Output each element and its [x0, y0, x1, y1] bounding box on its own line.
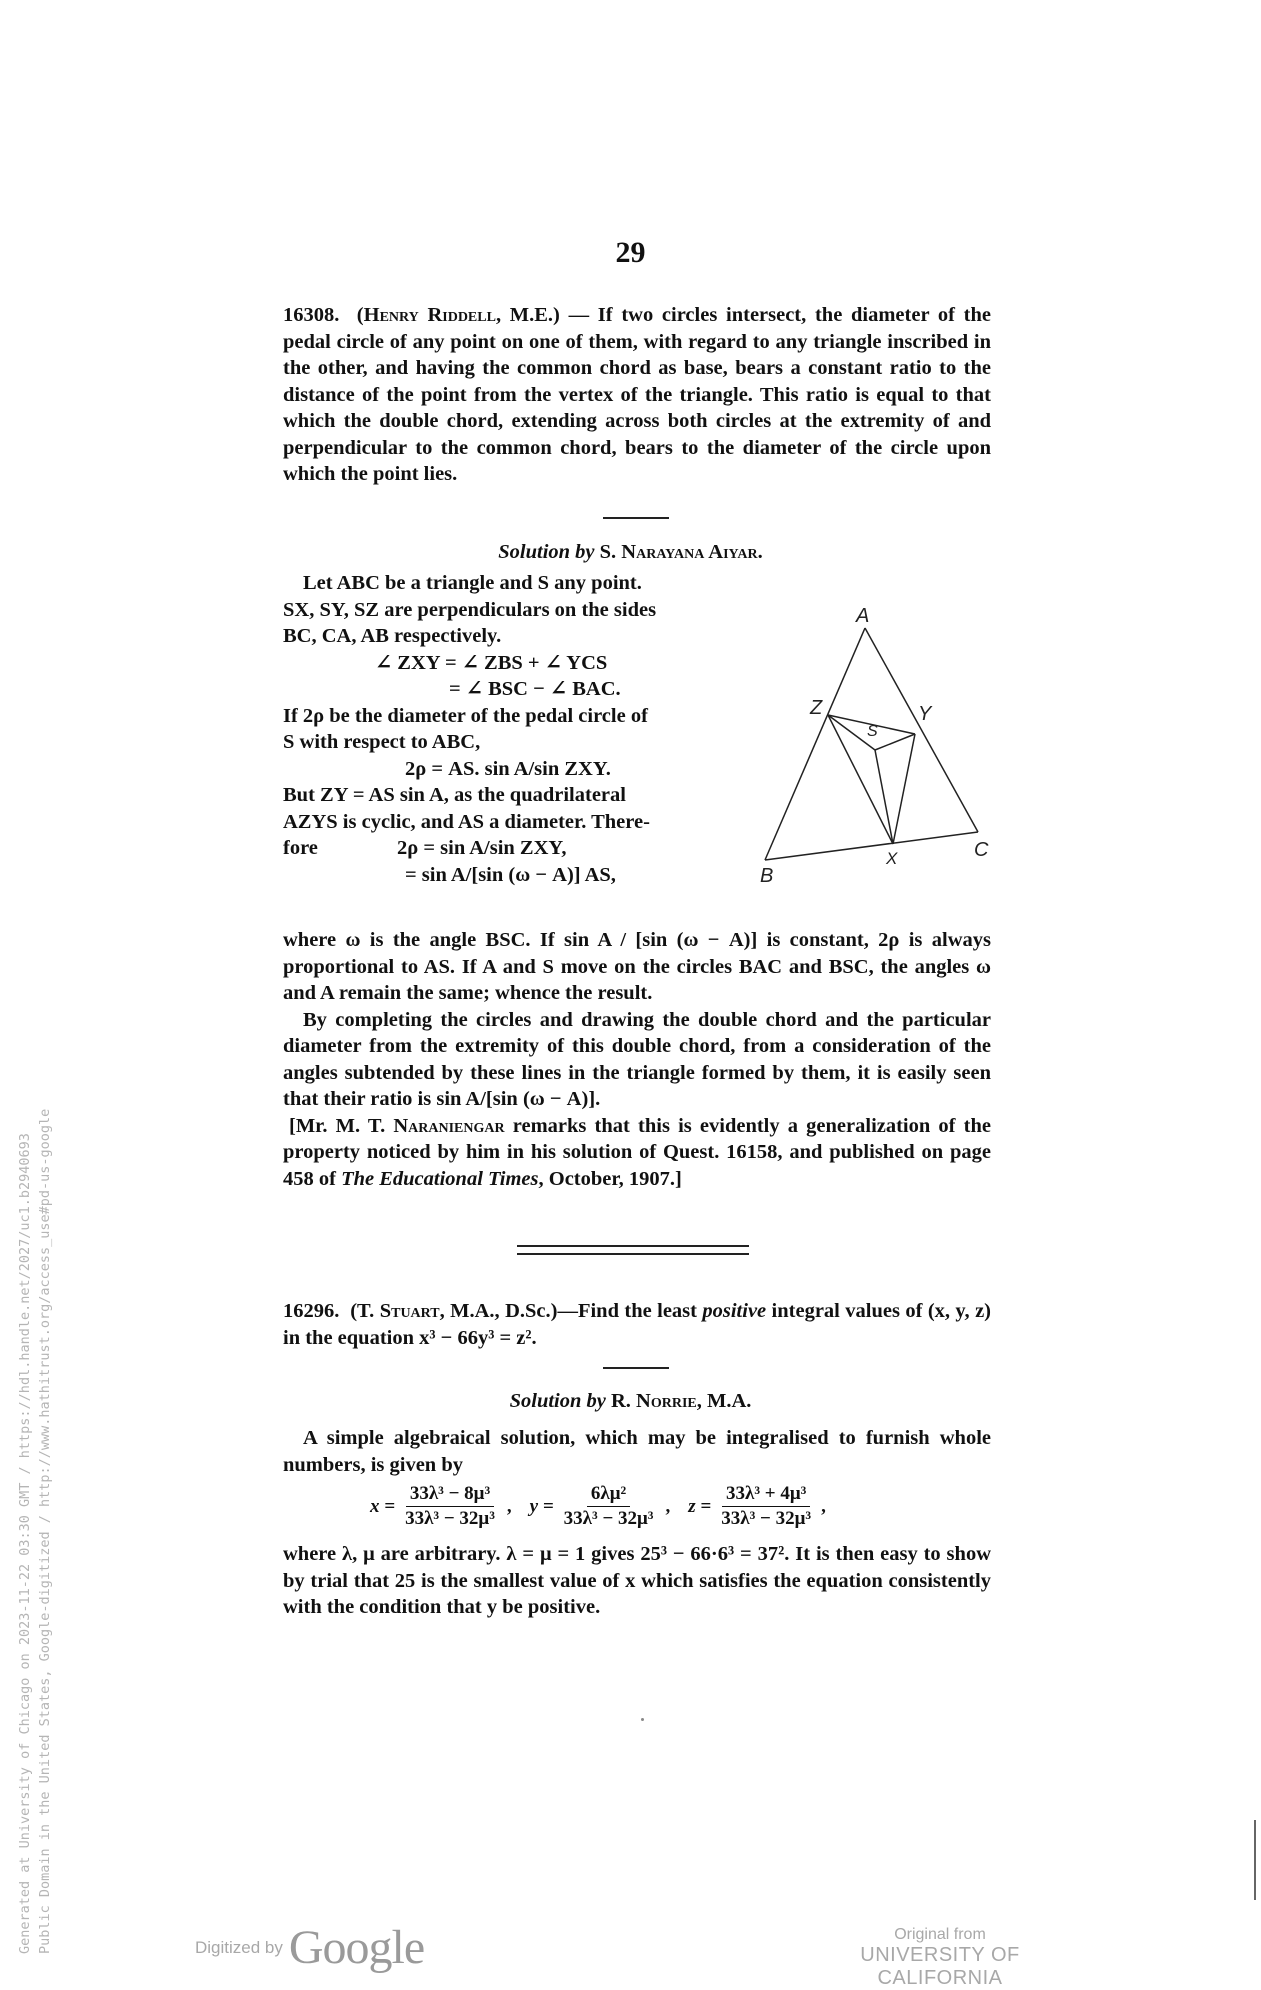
google-logo: Google — [288, 1921, 425, 1974]
section-rule — [603, 517, 669, 519]
fraction-z: $\frac{\text{33λ³ + 4μ³}}{\text{33λ³ − 32μ³}}$ — [721, 1483, 812, 1529]
solution-1-conclusion: where ω is the angle BSC. If sin A / [sin (ω − A)] is constant, 2ρ is always proportional to AS. If A and S move on the circles BAC and BSC, the angles ω and A remain the same; whence the result. By completing the circles and drawing the double chord and the particular diameter from the extremity of this double chord, from a consideration of the angles subtended by these lines in the triangle formed by them, it is easily seen that their ratio is sin A/[sin (ω − A)]. [Mr. M. T. Naraniengar remarks that this is evidently a generalization of the property noticed by him in his solution of Quest. 16158, and published on page 458 of The Educational Times, October, 1907.] — [283, 927, 991, 1192]
original-from: Original from UNIVERSITY OF CALIFORNIA — [800, 1926, 1080, 1990]
question-author: Stuart — [379, 1300, 440, 1322]
solution-author: Narayana Aiyar — [621, 541, 758, 563]
question-body: — If two circles intersect, the diameter of the pedal circle of any point on one of them, with regard to any triangle inscribed in the other, and having the common chord as base, bears a constant ratio to the distance of the point from the vertex of the triangle. This ratio is equal to that which the double chord, extending across both circles at the extremity of and perpendicular to the common chord, bears to the diameter of the circle upon which the point lies. — [283, 304, 992, 485]
section-rule — [603, 1367, 669, 1369]
solution-2-conclusion: where λ, μ are arbitrary. λ = μ = 1 gives 25³ − 66·6³ = 37². It is then easy to show by trial that 25 is the smallest value of x which satisfies the equation consistently with the condition that y be positive. — [283, 1543, 991, 1618]
digitized-by-google: Digitized by Google — [195, 1921, 425, 1974]
fraction-y: $\frac{\text{6λμ²}}{\text{33λ³ − 32μ³}}$ — [563, 1483, 654, 1529]
line-zx — [828, 715, 893, 844]
question-body: integral values of (x, y, z) in the equation x³ − 66y³ = z². — [283, 1300, 991, 1349]
line-yx — [893, 734, 915, 844]
solution-heading-1: Solution by S. Narayana Aiyar. — [498, 541, 763, 563]
fraction-x: $\frac{\text{33λ³ − 8μ³}}{\text{33λ³ − 32μ³}}$ — [405, 1483, 495, 1529]
line-sx — [875, 750, 893, 844]
label-a: A — [856, 605, 870, 627]
solution-1-derivation: Let ABC be a triangle and S any point. SX, SY, SZ are perpendiculars on the sides BC, CA, AB respectively. ∠ ZXY = ∠ ZBS + ∠ YCS = ∠ BSC − ∠ BAC. If 2ρ be the diameter of the pedal circle of S with respect to ABC, 2ρ = AS. sin A/sin ZXY. But ZY = AS sin A, as the quadrilateral AZYS is cyclic, and AS a diameter. There- fore 2ρ = sin A/sin ZXY, = sin A/[sin (ω − A)] AS, — [283, 570, 723, 888]
hathitrust-watermark: Generated at University of Chicago on 2023-11-22 03:30 GMT / https://hdl.handle.net/2027/uc1.b2940693 Public Domain in the United States, Google-digitized / http://www.hathitrust.org/access_use#pd-us-google — [17, 1108, 53, 1954]
solution-heading-2: Solution by R. Norrie, M.A. — [509, 1390, 752, 1412]
question-number: 16308. — [283, 304, 340, 326]
side-ab — [765, 628, 865, 860]
triangle-figure — [760, 598, 1000, 888]
side-bc — [765, 832, 978, 860]
question-number: 16296. — [283, 1300, 340, 1322]
question-16308 — [283, 302, 991, 488]
label-c: C — [974, 839, 989, 861]
line-sy — [875, 734, 915, 750]
solution-2-intro: A simple algebraical solution, which may be integralised to furnish whole numbers, is given by — [283, 1427, 991, 1476]
label-z: Z — [810, 697, 823, 719]
label-s: S — [867, 723, 878, 740]
question-author: Henry Riddell — [363, 304, 496, 326]
label-y: Y — [918, 703, 932, 725]
institution-name: UNIVERSITY OF CALIFORNIA — [860, 1944, 1020, 1989]
editor-note: [Mr. M. T. Naraniengar remarks that this is evidently a generalization of the property noticed by him in his solution of Quest. 16158, and published on page 458 of The Educational Times, October, 1907.] — [283, 1114, 991, 1190]
equation-angle-zxy: ∠ ZXY = ∠ ZBS + ∠ YCS — [375, 651, 608, 674]
section-divider — [517, 1245, 749, 1255]
label-b: B — [760, 865, 774, 887]
scan-edge-mark — [1254, 1820, 1256, 1900]
question-16308-text: 16308. (Henry Riddell, M.E.) — If two circles intersect, the diameter of the pedal circle of any point on one of them, with regard to any triangle inscribed in the other, and having the common chord as base, bears a constant ratio to the distance of the point from the vertex of the triangle. This ratio is equal to that which the double chord, extending across both circles at the extremity of and perpendicular to the common chord, bears to the diameter of the circle upon which the point lies. — [283, 304, 992, 485]
label-x: X — [886, 849, 898, 868]
solution-author: Norrie — [636, 1390, 697, 1412]
side-ac — [865, 628, 978, 832]
page-number: 29 — [615, 236, 646, 269]
scan-speck — [641, 1718, 644, 1721]
equation-2rho: 2ρ = AS. sin A/sin ZXY. — [405, 757, 611, 780]
question-16296: 16296. (T. Stuart, M.A., D.Sc.)—Find the least positive integral values of (x, y, z) in the equation x³ − 66y³ = z². — [283, 1300, 991, 1349]
solution-formula: x = $\frac{\text{33λ³ − 8μ³}}{\text{33λ³ − 32μ³}}$ , y = $\frac{\text{6λμ²}}{\text{33λ³ − 32μ³}}$ , z = $\frac{\text{33λ³ + 4μ³}}{\text{33λ³ − 32μ³}}$ , — [370, 1483, 826, 1529]
